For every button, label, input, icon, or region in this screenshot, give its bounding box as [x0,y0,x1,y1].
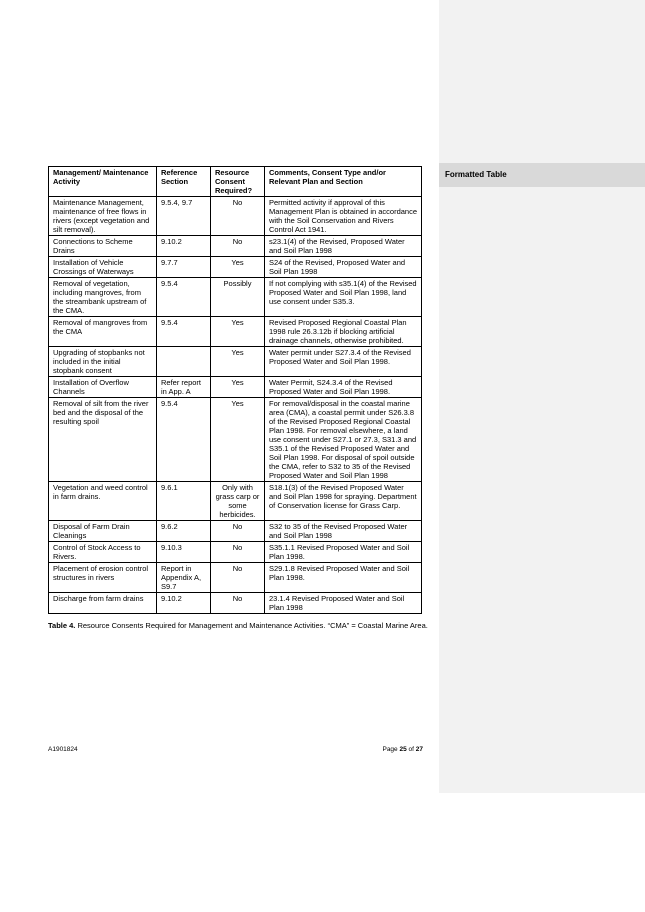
cell-consent: Possibly [211,278,265,317]
cell-consent: No [211,197,265,236]
cell-consent: Yes [211,398,265,482]
cell-comments: If not complying with s35.1(4) of the Revised Proposed Water and Soil Plan 1998, land use consent under S35.3. [265,278,422,317]
cell-comments: Permitted activity if approval of this Management Plan is obtained in accordance with the Soil Conservation and Rivers Control Act 1941. [265,197,422,236]
table-row [49,257,422,278]
table-row [49,482,422,521]
cell-comments: Water Permit, S24.3.4 of the Revised Proposed Water and Soil Plan 1998. [265,377,422,398]
table-row [49,521,422,542]
cell-comments: s23.1(4) of the Revised, Proposed Water and Soil Plan 1998 [265,236,422,257]
cell-reference: Report in Appendix A, S9.7 [157,563,211,593]
comment-marker: Formatted Table [439,163,645,187]
caption-text: Resource Consents Required for Management and Maintenance Activities. “CMA” = Coastal Marine Area. [75,621,428,630]
cell-comments: Revised Proposed Regional Coastal Plan 1998 rule 26.3.12b if blocking artificial drainage channels, otherwise prohibited. [265,317,422,347]
table-row [49,563,422,593]
table-row [49,278,422,317]
cell-consent: Yes [211,347,265,377]
cell-activity: Removal of vegetation, including mangroves, from the streambank upstream of the CMA. [49,278,157,317]
table-row [49,317,422,347]
cell-activity: Installation of Overflow Channels [49,377,157,398]
cell-reference: 9.5.4 [157,317,211,347]
cell-activity: Installation of Vehicle Crossings of Waterways [49,257,157,278]
cell-consent: No [211,563,265,593]
cell-reference [157,347,211,377]
cell-reference: Refer report in App. A [157,377,211,398]
header-reference: Reference Section [157,167,211,197]
cell-consent: No [211,521,265,542]
table-row [49,377,422,398]
table-header-row [49,167,422,197]
cell-consent: No [211,236,265,257]
cell-activity: Discharge from farm drains [49,593,157,614]
cell-activity: Vegetation and weed control in farm drains. [49,482,157,521]
cell-consent: Yes [211,317,265,347]
page-prefix: Page [382,746,400,753]
cell-comments: For removal/disposal in the coastal marine area (CMA), a coastal permit under S26.3.8 of the Revised Proposed Regional Coastal Plan 1998. For removal elsewhere, a land use consent under S27.1 or 27.3, S31.3 and S35.1 of the Revised Proposed Water and Soil Plan 1998. For disposal of spoil outside the CMA, refer to S32 to 35 of the Revised Proposed Water and Soil Plan 1998 [265,398,422,482]
cell-comments: 23.1.4 Revised Proposed Water and Soil Plan 1998 [265,593,422,614]
cell-activity: Removal of mangroves from the CMA [49,317,157,347]
page-of: of [406,746,416,753]
header-consent-required: Resource Consent Required? [211,167,265,197]
cell-consent: No [211,542,265,563]
caption-label: Table 4. [48,621,76,630]
table-row [49,236,422,257]
cell-reference: 9.7.7 [157,257,211,278]
cell-consent: Only with grass carp or some herbicides. [211,482,265,521]
cell-consent: Yes [211,377,265,398]
cell-reference: 9.5.4 [157,278,211,317]
cell-reference: 9.5.4 [157,398,211,482]
cell-activity: Control of Stock Access to Rivers. [49,542,157,563]
page-current: 25 [399,746,407,753]
page-total: 27 [415,746,423,753]
cell-consent: No [211,593,265,614]
cell-reference: 9.10.3 [157,542,211,563]
cell-comments: S24 of the Revised, Proposed Water and Soil Plan 1998 [265,257,422,278]
cell-reference: 9.6.1 [157,482,211,521]
cell-activity: Maintenance Management, maintenance of free flows in rivers (except vegetation and silt removal). [49,197,157,236]
comment-pane [439,0,645,793]
table-row [49,197,422,236]
cell-activity: Connections to Scheme Drains [49,236,157,257]
cell-reference: 9.10.2 [157,593,211,614]
cell-activity: Removal of silt from the river bed and the disposal of the resulting spoil [49,398,157,482]
table-row [49,542,422,563]
cell-comments: S35.1.1 Revised Proposed Water and Soil Plan 1998. [265,542,422,563]
cell-reference: 9.5.4, 9.7 [157,197,211,236]
cell-reference: 9.6.2 [157,521,211,542]
table-caption [48,621,428,630]
document-id: A1901824 [48,746,78,753]
cell-reference: 9.10.2 [157,236,211,257]
header-comments: Comments, Consent Type and/or Relevant Plan and Section [265,167,422,197]
cell-consent: Yes [211,257,265,278]
cell-activity: Upgrading of stopbanks not included in the initial stopbank consent [49,347,157,377]
table-row [49,398,422,482]
table-row [49,593,422,614]
cell-activity: Placement of erosion control structures in rivers [49,563,157,593]
consents-table [48,166,422,614]
cell-comments: S18.1(3) of the Revised Proposed Water and Soil Plan 1998 for spraying. Department of Conservation license for Grass Carp. [265,482,422,521]
cell-comments: S29.1.8 Revised Proposed Water and Soil Plan 1998. [265,563,422,593]
cell-comments: Water permit under S27.3.4 of the Revised Proposed Water and Soil Plan 1998. [265,347,422,377]
cell-comments: S32 to 35 of the Revised Proposed Water and Soil Plan 1998 [265,521,422,542]
page-number [360,746,423,753]
table-row [49,347,422,377]
cell-activity: Disposal of Farm Drain Cleanings [49,521,157,542]
header-activity: Management/ Maintenance Activity [49,167,157,197]
